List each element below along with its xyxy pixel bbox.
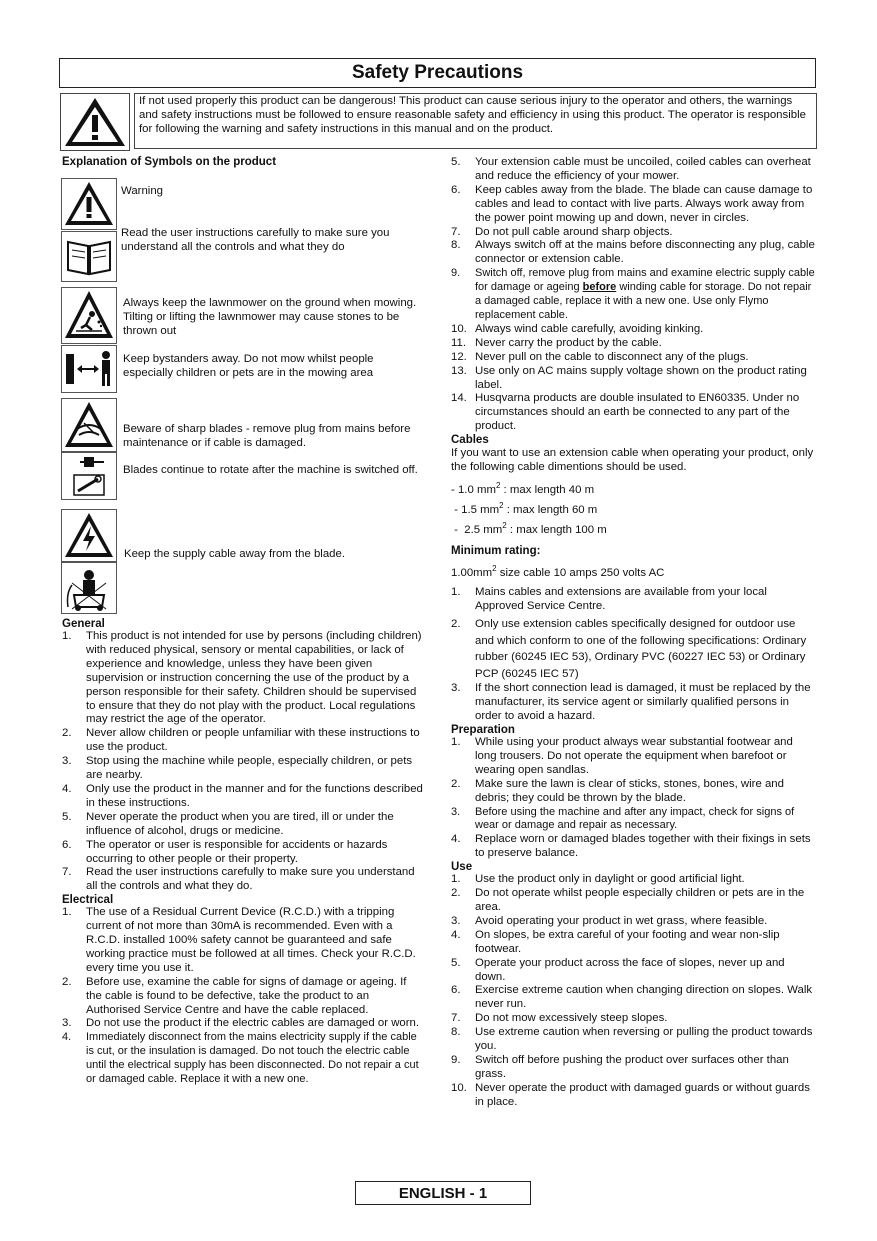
list-item: 8. Always switch off at the mains before disconnecting any plug, cable connector or extension cable. <box>451 239 815 266</box>
list-item: 6. Exercise extreme caution when changing direction on slopes. Walk never run. <box>451 984 813 1011</box>
use-list <box>451 873 816 1109</box>
read-manual-icon <box>61 231 117 282</box>
list-item: 2. Never allow children or people unfamiliar with these instructions to use the product. <box>62 727 420 754</box>
symbol-blades-text: Beware of sharp blades - remove plug from mains before maintenance or if cable is damaged. <box>123 423 411 449</box>
list-item: 12. Never pull on the cable to disconnect any of the plugs. <box>451 350 749 363</box>
list-item: 3. Stop using the machine while people, especially children, or pets are nearby. <box>62 755 413 782</box>
list-item: 10. Never operate the product with damaged guards or without guards in place. <box>451 1081 810 1108</box>
electrical-list-a <box>62 906 425 1087</box>
list-item: 13. Use only on AC mains supply voltage shown on the product rating label. <box>451 364 807 391</box>
list-item: 2. Only use extension cables specifically designed for outdoor use and which conform to one of the following specifications: Ordinary rubber (60245 IEC 53), Ordinary PVC (60227 IEC 53) or Ordinary PCP (60245 IEC 57) <box>451 617 807 680</box>
list-item: 4. Immediately disconnect from the mains electricity supply if the cable is cut, or the insulation is damaged. Do not touch the electric cable until the electrical supply has been disconnected. Do not repair a cut or damaged cable. Replace it with a new one. <box>62 1031 419 1086</box>
list-item: 2. Do not operate whilst people especially children or pets are in the area. <box>451 887 805 913</box>
electrical-heading: Electrical <box>62 894 114 907</box>
list-item: 4. Replace worn or damaged blades together with their fixings in sets to preserve balance. <box>451 833 811 860</box>
list-item: 9. Switch off, remove plug from mains and examine electric supply cable for damage or ageing before winding cable for storage. Do not repair a damaged cable, replace it with a new one. Use only Flymo replacement cable. <box>451 267 815 321</box>
use-heading: Use <box>451 861 473 874</box>
general-heading: General <box>62 618 105 630</box>
list-item: 1. The use of a Residual Current Device (R.C.D.) with a tripping current of not more than 30mA is recommended. Even with a R.C.D. installed 100% safety cannot be guaranteed and safe working practice must be followed at all times. Check your R.C.D. every time you use it. <box>62 906 416 974</box>
page-footer: ENGLISH - 1 <box>355 1181 531 1205</box>
page-title: Safety Precautions <box>59 58 816 88</box>
list-item: 2. Before use, examine the cable for signs of damage or ageing. If the cable is found to be defective, take the product to an Authorised Service Centre and have the cable replaced. <box>62 975 407 1016</box>
symbol-cable-text: Keep the supply cable away from the blade. <box>124 548 345 560</box>
list-item: 1. Mains cables and extensions are available from your local Approved Service Centre. <box>451 586 767 613</box>
warning-triangle-icon <box>60 93 130 151</box>
cable-blade-icon <box>61 562 117 614</box>
electric-hazard-icon <box>61 509 117 562</box>
list-item: 1. While using your product always wear substantial footwear and long trousers. Do not operate the equipment when barefoot or wearing open sandlas. <box>451 736 793 776</box>
list-item: 5. Never operate the product when you are tired, ill or under the influence of alcohol, drugs or medicine. <box>62 810 394 837</box>
warning-icon <box>61 178 117 230</box>
cable-lengths <box>451 480 816 540</box>
symbols-heading: Explanation of Symbols on the product <box>62 156 277 168</box>
list-item: 7. Do not pull cable around sharp objects. <box>451 225 673 238</box>
general-section <box>62 618 425 1087</box>
intro-warning-text: If not used properly this product can be dangerous! This product can cause serious injury to the operator and others, the warnings and safety instructions must be followed to ensure reasonable safety and efficiency in using this product. The operator is responsible for following the warning and safety instructions in this manual and on the product. <box>134 93 817 149</box>
thrown-objects-icon <box>61 287 117 344</box>
list-item: 11. Never carry the product by the cable. <box>451 336 662 349</box>
list-item: 9. Switch off before pushing the product over surfaces other than grass. <box>451 1053 789 1080</box>
minimum-rating-text: $1.00mm^2$ size cable 10 amps 250 volts AC <box>451 564 665 580</box>
list-item: 3. Avoid operating your product in wet grass, where feasible. <box>451 914 768 927</box>
list-item: 6. The operator or user is responsible for accidents or hazards occurring to other people or their property. <box>62 838 388 865</box>
preparation-list <box>451 736 816 861</box>
list-item: 6. Keep cables away from the blade. The blade can cause damage to cables and lead to contact with live parts. Always work away from the power point mowing up and down, never in circles. <box>451 183 813 224</box>
minimum-rating-heading: Minimum rating: <box>451 545 541 558</box>
general-list <box>62 630 425 894</box>
list-item: 3. If the short connection lead is damaged, it must be replaced by the manufacturer, its service agent or similarly qualified persons in order to avoid a hazard. <box>451 682 811 723</box>
bystanders-icon <box>61 345 117 393</box>
electrical-list-b <box>451 156 816 434</box>
cables-list <box>451 586 816 724</box>
list-item: 10. Always wind cable carefully, avoiding kinking. <box>451 322 704 335</box>
cables-heading: Cables <box>451 434 489 447</box>
preparation-heading: Preparation <box>451 724 515 737</box>
sharp-blades-icon <box>61 398 117 452</box>
unplug-icon <box>61 452 117 500</box>
list-item: 4. Only use the product in the manner and for the functions described in these instructions. <box>62 782 423 809</box>
list-item: 5. Your extension cable must be uncoiled, coiled cables can overheat and reduce the efficiency of your mower. <box>451 156 811 182</box>
list-item: 8. Use extreme caution when reversing or pulling the product towards you. <box>451 1026 813 1053</box>
list-item: 2. Make sure the lawn is clear of sticks, stones, bones, wire and debris; they could be thrown by the blade. <box>451 777 784 804</box>
list-item: 1. This product is not intended for use by persons (including children) with reduced physical, sensory or mental capabilities, or lack of experience and knowledge, unless they have been given supervision or instruction concerning the use of the product by a person responsible for their safety. Children should be supervised to ensure that they do not play with the product. Local regulations may restrict the age of the operator. <box>62 630 422 726</box>
cable-length-row: - 2.5 $mm^2$ : max length 100 m <box>451 521 607 537</box>
list-item: 1. Use the product only in daylight or good artificial light. <box>451 873 745 886</box>
symbol-blades-rotate-text: Blades continue to rotate after the machine is switched off. <box>123 464 418 476</box>
cable-length-row: - 1.0 $mm^2$ : max length 40 m <box>451 481 595 497</box>
symbol-keep-ground-text: Always keep the lawnmower on the ground when mowing. Tilting or lifting the lawnmower may cause stones to be thrown out <box>123 297 417 337</box>
symbol-bystanders-text: Keep bystanders away. Do not mow whilst people especially children or pets are in the mowing area <box>123 353 374 379</box>
cable-length-row: - 1.5 $mm^2$ : max length 60 m <box>451 501 598 517</box>
list-item: 3. Do not use the product if the electric cables are damaged or worn. <box>62 1017 420 1030</box>
symbol-read-manual-text: Read the user instructions carefully to make sure you understand all the controls and what they do <box>121 227 390 253</box>
cables-intro: If you want to use an extension cable when operating your product, only the following cable dimentions should be used. <box>451 447 814 474</box>
list-item: 3. Before using the machine and after any impact, check for signs of wear or damage and repair as necessary. <box>451 805 795 832</box>
list-item: 7. Do not mow excessively steep slopes. <box>451 1012 668 1025</box>
list-item: 5. Operate your product across the face of slopes, never up and down. <box>451 956 785 983</box>
list-item: 7. Read the user instructions carefully to make sure you understand all the controls and what they do. <box>62 866 415 893</box>
symbol-warning-text: Warning <box>121 185 163 197</box>
right-column <box>451 156 816 1110</box>
list-item: 14. Husqvarna products are double insulated to EN60335. Under no circumstances should an earth be connected to any part of the product. <box>451 392 800 433</box>
list-item: 4. On slopes, be extra careful of your footing and wear non-slip footwear. <box>451 928 780 955</box>
